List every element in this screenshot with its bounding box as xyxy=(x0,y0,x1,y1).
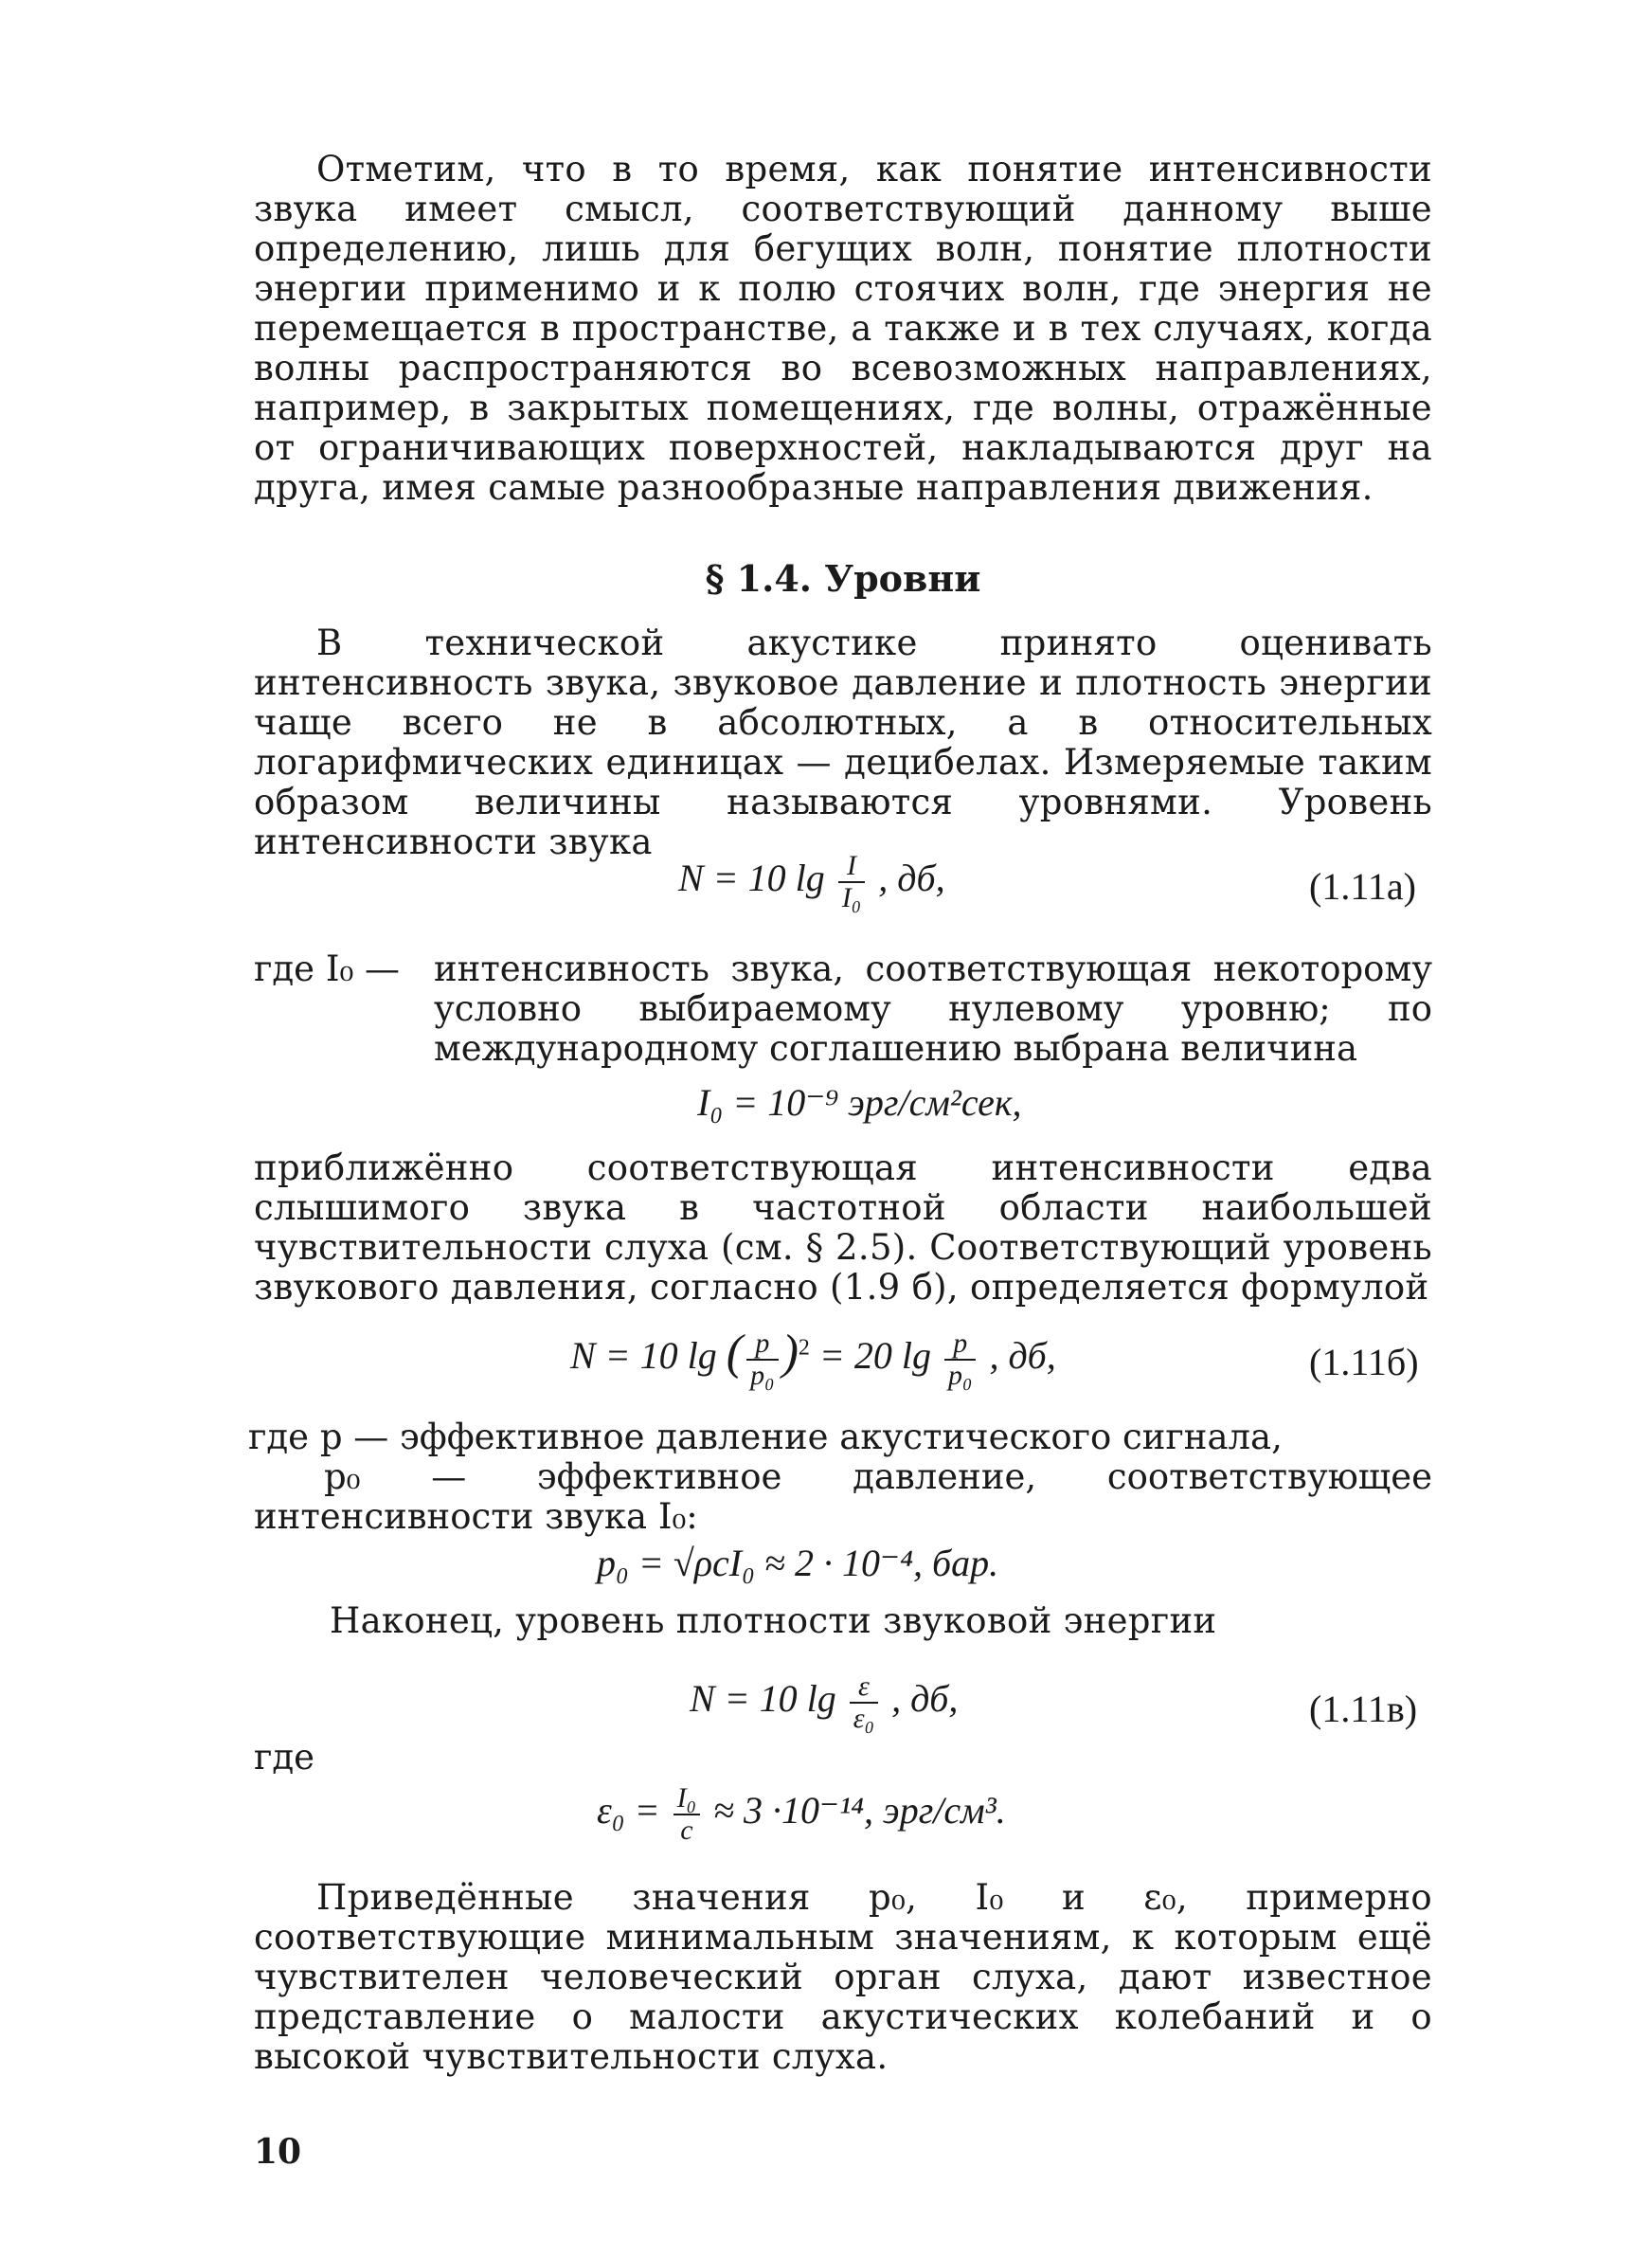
equation-number: (1.11а) xyxy=(1309,865,1416,908)
equation-unit: , дб, xyxy=(989,1334,1056,1377)
where-label: где xyxy=(254,1737,315,1778)
paragraph-text: Отметим, что в то время, как понятие интенсивности звука имеет смысл, соответствующий данному выше определению, лишь для бегущих волн, понятие плотности энергии применимо и к полю стоячих волн, где энергия не перемещается в пространстве, а также и в тех случаях, когда волны распространяются во всевозможных направлениях, например, в закрытых помещениях, где волны, отражённые от ограничивающих поверхностей, накладываются друг на друга, имея самые разнообразные направления движения. xyxy=(254,149,1432,508)
equation-lhs: N = 10 lg xyxy=(678,857,825,900)
equation-reference-energy-density xyxy=(597,1783,1006,1846)
fraction xyxy=(673,1783,700,1846)
fraction xyxy=(838,851,865,913)
equation-rhs: ≈ 3 ·10⁻¹⁴, эрг/см³. xyxy=(713,1789,1006,1833)
fraction-denominator: p₀ xyxy=(746,1359,778,1391)
where-pressure: где p — эффективное давление акустического сигнала, xyxy=(248,1417,1283,1457)
equation-unit: , дб, xyxy=(891,1677,959,1721)
equation-lhs: ε₀ = xyxy=(597,1789,660,1833)
equation-energy-level xyxy=(690,1671,958,1734)
fraction-denominator: c xyxy=(673,1814,700,1846)
section-heading: § 1.4. Уровни xyxy=(705,557,981,600)
paragraph-conclusion xyxy=(254,1878,1432,2077)
paragraph-text: Приведённые значения p₀, I₀ и ε₀, примерно соответствующие минимальным значениям, к которым ещё чувствителен человеческий орган слуха, дают известное представление о малости акустических колебаний и о высокой чувствительности слуха. xyxy=(254,1877,1432,2077)
fraction-numerator: p xyxy=(953,1327,968,1359)
fraction-numerator: p xyxy=(755,1327,770,1359)
equation-lhs: N = 10 lg xyxy=(690,1677,836,1721)
equation-reference-pressure: p₀ = √ρcI₀ ≈ 2 · 10⁻⁴, бар. xyxy=(597,1542,999,1584)
equation-reference-intensity: I₀ = 10⁻⁹ эрг/см²сек, xyxy=(697,1081,1022,1124)
paragraph-text: В технической акустике принято оценивать интенсивность звука, звуковое давление и плотность энергии чаще всего не в абсолютных, а в относительных логарифмических единицах — децибелах. Измеряемые таким образом величины называются уровнями. Уровень интенсивности звука xyxy=(254,623,1432,862)
page-number: 10 xyxy=(254,2132,302,2172)
fraction xyxy=(850,1671,878,1734)
paragraph-levels-intro xyxy=(254,623,1432,862)
fraction-denominator: I₀ xyxy=(838,881,865,913)
fraction xyxy=(746,1328,778,1391)
fraction-numerator: ε xyxy=(858,1670,870,1702)
where-reference-pressure: p₀ — эффективное давление, соответствующее интенсивности звука I₀: xyxy=(254,1456,1432,1537)
fraction-numerator: I₀ xyxy=(676,1782,697,1814)
equation-unit: , дб, xyxy=(878,857,945,900)
paragraph-text: Наконец, уровень плотности звуковой энергии xyxy=(330,1600,1217,1641)
fraction-denominator: p₀ xyxy=(944,1359,976,1391)
equation-pressure-level: N = 10 lg ( $\frac{p}{\text{p₀}}$ )$^2$ = 20 lg $\frac{p}{\text{p₀}}$ , дб, xyxy=(570,1326,1056,1391)
paragraph-text: приближённо соответствующая интенсивности едва слышимого звука в частотной области наибольшей чувствительности слуха (см. § 2.5). Соответствующий уровень звукового давления, согласно (1.9 б), определяется формулой xyxy=(254,1147,1432,1308)
paragraph-energy-level-intro xyxy=(254,1601,1432,1641)
where-description: интенсивность звука, соответствующая некоторому условно выбираемому нулевому уровню; по международному соглашению выбрана величина xyxy=(434,948,1432,1069)
equation-number: (1.11в) xyxy=(1309,1688,1418,1730)
fraction xyxy=(944,1328,976,1391)
where-label: где I₀ — xyxy=(254,948,401,989)
equation-lhs: N = 10 lg xyxy=(570,1334,717,1377)
equation-number: (1.11б) xyxy=(1309,1341,1419,1383)
paragraph-intensity-vs-energy xyxy=(254,150,1432,508)
equation-middle: = 20 lg xyxy=(818,1334,931,1377)
fraction-denominator: ε₀ xyxy=(850,1702,878,1734)
fraction-numerator: I xyxy=(847,850,856,881)
equation-intensity-level xyxy=(678,851,945,913)
paragraph-reference-level xyxy=(254,1148,1432,1308)
